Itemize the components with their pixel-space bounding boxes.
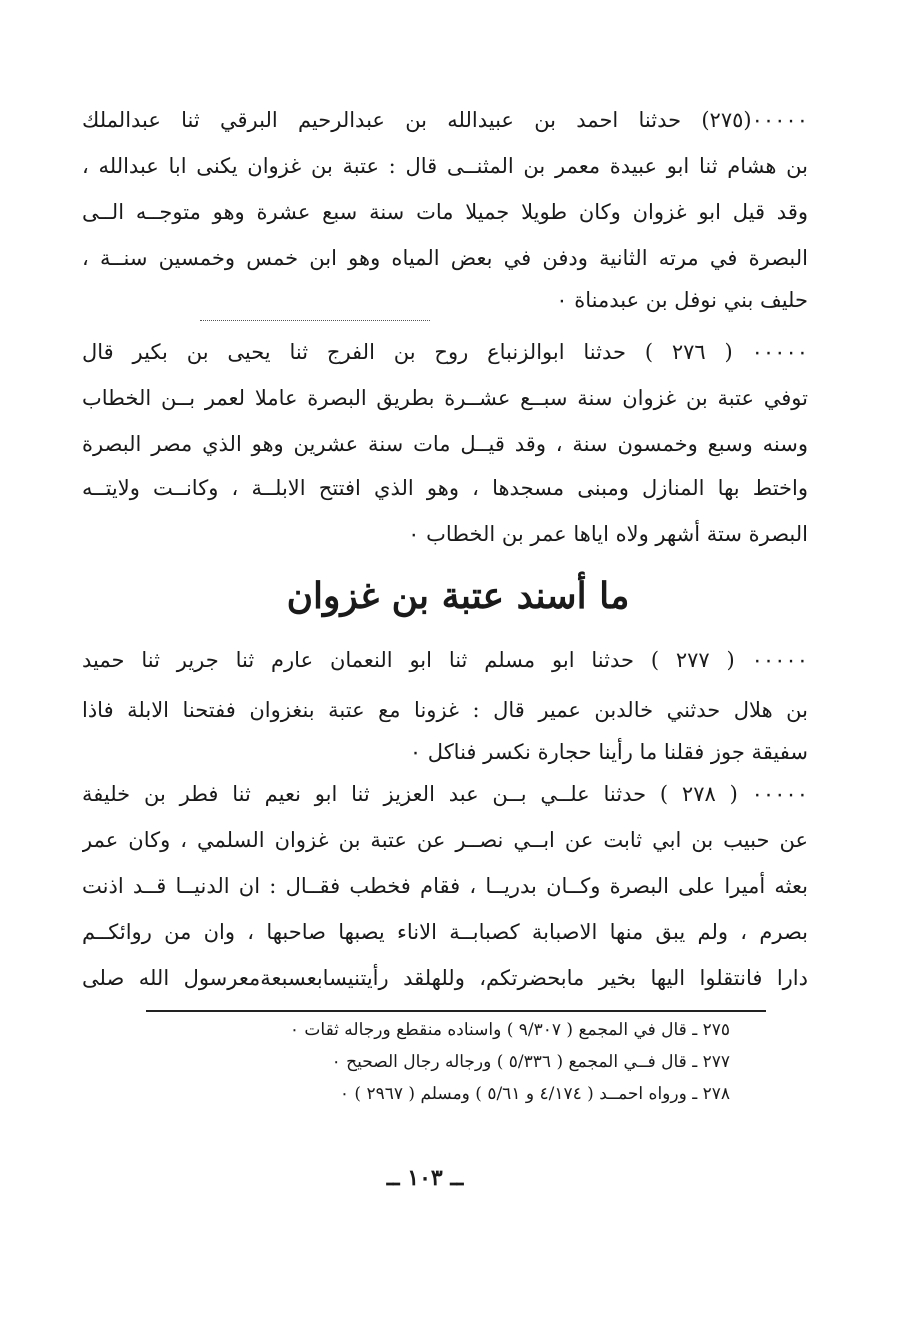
text-line: البصرة ستة أشهر ولاه اياها عمر بن الخطاب ٠ [408,522,808,546]
text-line: توفي عتبة بن غزوان سنة سبــع عشــرة بطريق البصرة عاملا لعمر بــن الخطاب [82,386,808,410]
text-line: وقد قيل ابو غزوان وكان طويلا جميلا مات سنة سبع عشرة وهو متوجــه الــى [82,200,808,224]
page-number: ــ ١٠٣ ــ [386,1165,464,1191]
text-line: البصرة في مرته الثانية ودفن في بعض المياه وهو ابن خمس وخمسين سنــة ، [82,246,808,270]
text-line: ٠٠٠٠٠ ( ٢٧٧ ) حدثنا ابو مسلم ثنا ابو النعمان عارم ثنا جرير ثنا حميد [82,648,808,672]
text-line: دارا فانتقلوا اليها بخير مابحضرتكم، وللهلقد رأيتنيسابعسبعةمعرسول الله صلى [82,966,808,990]
footnote: ٢٧٥ ـ قال في المجمع ( ٩/٣٠٧ ) واسناده منقطع ورجاله ثقات ٠ [289,1020,730,1040]
footnote-divider [146,1010,766,1012]
text-line: بن هلال حدثني خالدبن عمير قال : غزونا مع عتبة بنغزوان ففتحنا الابلة فاذا [82,698,808,722]
text-line: حليف بني نوفل بن عبدمناة ٠ [556,288,808,312]
separator-rule [200,320,430,321]
text-line: بن هشام ثنا ابو عبيدة معمر بن المثنــى قال : عتبة بن غزوان يكنى ابا عبدالله ، [82,154,808,178]
section-heading: ما أسند عتبة بن غزوان [286,575,630,617]
footnote: ٢٧٧ ـ قال فــي المجمع ( ٥/٣٣٦ ) ورجاله رجال الصحيح ٠ [331,1052,730,1072]
text-line: ٠٠٠٠٠ ( ٢٧٦ ) حدثنا ابوالزنباع روح بن الفرج ثنا يحيى بن بكير قال [82,340,808,364]
text-line: سفيقة جوز فقلنا ما رأينا حجارة نكسر فناكل ٠ [409,740,808,764]
text-line: عن حبيب بن ابي ثابت عن ابــي نصــر عن عتبة بن غزوان السلمي ، وكان عمر [82,828,808,852]
text-line: واختط بها المنازل ومبنى مسجدها ، وهو الذي افتتح الابلــة ، وكانــت ولايتــه [82,476,808,500]
text-line: بعثه أميرا على البصرة وكــان بدريــا ، فقام فخطب فقــال : ان الدنيــا قــد اذنت [82,874,808,898]
text-line: وسنه وسبع وخمسون سنة ، وقد قيــل مات سنة عشرين وهو الذي مصر البصرة [82,432,808,456]
text-line: ٠٠٠٠٠(٢٧٥) حدثنا احمد بن عبيدالله بن عبدالرحيم البرقي ثنا عبدالملك [82,108,808,132]
footnote: ٢٧٨ ـ ورواه احمــد ( ٤/١٧٤ و ٥/٦١ ) ومسلم ( ٢٩٦٧ ) ٠ [339,1084,730,1104]
text-line: بصرم ، ولم يبق منها الاصبابة كصبابــة الاناء يصبها صاحبها ، وان من روائكــم [82,920,808,944]
text-line: ٠٠٠٠٠ ( ٢٧٨ ) حدثنا علــي بــن عبد العزيز ثنا ابو نعيم ثنا فطر بن خليفة [82,782,808,806]
